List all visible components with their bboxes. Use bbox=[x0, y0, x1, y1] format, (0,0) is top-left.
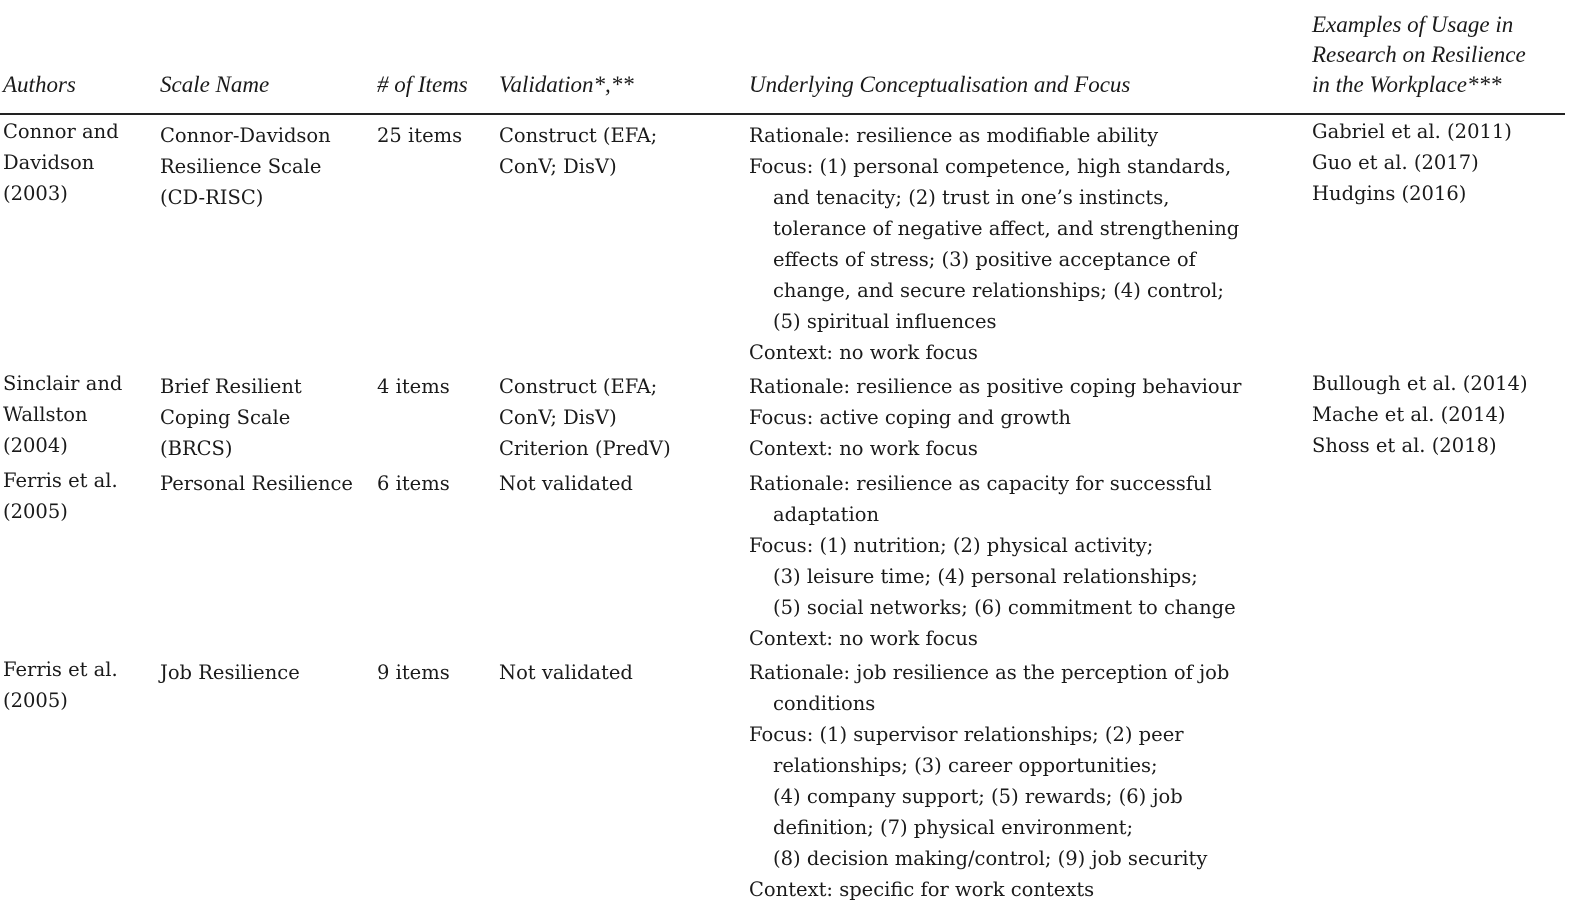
cell-authors bbox=[3, 368, 122, 461]
cell-line: Rationale: resilience as positive coping behaviour bbox=[749, 375, 1242, 398]
cell-line: Connor-Davidson bbox=[160, 124, 331, 147]
cell-line: (2004) bbox=[3, 434, 68, 457]
cell-line: (3) leisure time; (4) personal relationships; bbox=[773, 565, 1198, 588]
cell-line: adaptation bbox=[773, 503, 880, 526]
cell-line: change, and secure relationships; (4) control; bbox=[773, 279, 1224, 302]
cell-line: Brief Resilient bbox=[160, 375, 302, 398]
header-examples-line: Examples of Usage in bbox=[1312, 12, 1514, 37]
cell-line: 9 items bbox=[377, 661, 450, 684]
cell-line: (CD-RISC) bbox=[160, 186, 264, 209]
cell-line: definition; (7) physical environment; bbox=[773, 816, 1134, 839]
cell-line: Not validated bbox=[499, 472, 633, 495]
header-focus: Underlying Conceptualisation and Focus bbox=[749, 72, 1131, 97]
cell-line: Focus: (1) nutrition; (2) physical activity; bbox=[749, 534, 1154, 557]
cell-scale-name bbox=[160, 120, 331, 213]
cell-examples bbox=[1312, 368, 1528, 461]
cell-focus bbox=[749, 371, 1241, 464]
cell-line: Context: no work focus bbox=[749, 341, 978, 364]
cell-line: Focus: (1) supervisor relationships; (2) peer bbox=[749, 723, 1184, 746]
cell-line: Construct (EFA; bbox=[499, 124, 658, 147]
cell-items bbox=[377, 657, 450, 688]
cell-authors bbox=[3, 654, 118, 716]
cell-line: Context: no work focus bbox=[749, 437, 978, 460]
cell-line: Rationale: resilience as modifiable ability bbox=[749, 124, 1159, 147]
cell-line: (BRCS) bbox=[160, 437, 233, 460]
cell-line: ConV; DisV) bbox=[499, 406, 617, 429]
header-validation: Validation*,** bbox=[499, 72, 634, 97]
cell-line: (8) decision making/control; (9) job security bbox=[773, 847, 1208, 870]
cell-line: Mache et al. (2014) bbox=[1312, 403, 1506, 426]
cell-line: (2005) bbox=[3, 689, 68, 712]
cell-line: Context: no work focus bbox=[749, 627, 978, 650]
cell-line: 25 items bbox=[377, 124, 463, 147]
cell-line: Coping Scale bbox=[160, 406, 291, 429]
cell-line: Rationale: resilience as capacity for successful bbox=[749, 472, 1212, 495]
cell-validation bbox=[499, 371, 671, 464]
cell-line: Davidson bbox=[3, 151, 95, 174]
cell-items bbox=[377, 120, 462, 151]
header-examples bbox=[1312, 10, 1526, 100]
header-examples-line: in the Workplace*** bbox=[1312, 72, 1502, 97]
cell-line: Gabriel et al. (2011) bbox=[1312, 120, 1512, 143]
cell-items bbox=[377, 371, 450, 402]
cell-line: (2003) bbox=[3, 182, 68, 205]
cell-line: Guo et al. (2017) bbox=[1312, 151, 1479, 174]
cell-line: Hudgins (2016) bbox=[1312, 182, 1467, 205]
cell-line: (5) spiritual influences bbox=[773, 310, 997, 333]
cell-scale-name bbox=[160, 468, 353, 499]
cell-focus bbox=[749, 120, 1239, 368]
header-scale-name: Scale Name bbox=[160, 72, 270, 97]
cell-line: 4 items bbox=[377, 375, 450, 398]
cell-line: tolerance of negative affect, and strengthening bbox=[773, 217, 1240, 240]
header-authors: Authors bbox=[3, 72, 76, 97]
cell-items bbox=[377, 468, 450, 499]
cell-validation bbox=[499, 657, 633, 688]
cell-line: Resilience Scale bbox=[160, 155, 322, 178]
cell-line: Rationale: job resilience as the perception of job bbox=[749, 661, 1230, 684]
cell-line: relationships; (3) career opportunities; bbox=[773, 754, 1158, 777]
cell-line: Criterion (PredV) bbox=[499, 437, 671, 460]
header-examples-line: Research on Resilience bbox=[1312, 42, 1526, 67]
cell-line: (2005) bbox=[3, 500, 68, 523]
header-rule bbox=[0, 113, 1565, 115]
cell-focus bbox=[749, 468, 1236, 654]
cell-line: and tenacity; (2) trust in one’s instincts, bbox=[773, 186, 1170, 209]
cell-authors bbox=[3, 465, 118, 527]
cell-validation bbox=[499, 120, 657, 182]
cell-validation bbox=[499, 468, 633, 499]
cell-line: ConV; DisV) bbox=[499, 155, 617, 178]
cell-focus bbox=[749, 657, 1229, 905]
cell-line: (5) social networks; (6) commitment to change bbox=[773, 596, 1236, 619]
cell-scale-name bbox=[160, 371, 302, 464]
cell-line: 6 items bbox=[377, 472, 450, 495]
cell-line: Construct (EFA; bbox=[499, 375, 658, 398]
cell-line: Focus: (1) personal competence, high standards, bbox=[749, 155, 1232, 178]
cell-line: Ferris et al. bbox=[3, 658, 118, 681]
cell-scale-name bbox=[160, 657, 300, 688]
cell-line: (4) company support; (5) rewards; (6) job bbox=[773, 785, 1183, 808]
cell-line: Not validated bbox=[499, 661, 633, 684]
cell-examples bbox=[1312, 116, 1512, 209]
cell-line: Context: specific for work contexts bbox=[749, 878, 1095, 901]
cell-line: effects of stress; (3) positive acceptance of bbox=[773, 248, 1196, 271]
cell-line: Sinclair and bbox=[3, 372, 123, 395]
cell-line: Job Resilience bbox=[160, 661, 300, 684]
cell-line: Connor and bbox=[3, 120, 119, 143]
cell-authors bbox=[3, 116, 119, 209]
cell-line: Personal Resilience bbox=[160, 472, 353, 495]
cell-line: Wallston bbox=[3, 403, 88, 426]
cell-line: Focus: active coping and growth bbox=[749, 406, 1071, 429]
header-items: # of Items bbox=[377, 72, 468, 97]
cell-line: Ferris et al. bbox=[3, 469, 118, 492]
cell-line: Shoss et al. (2018) bbox=[1312, 434, 1497, 457]
cell-line: Bullough et al. (2014) bbox=[1312, 372, 1528, 395]
cell-line: conditions bbox=[773, 692, 876, 715]
